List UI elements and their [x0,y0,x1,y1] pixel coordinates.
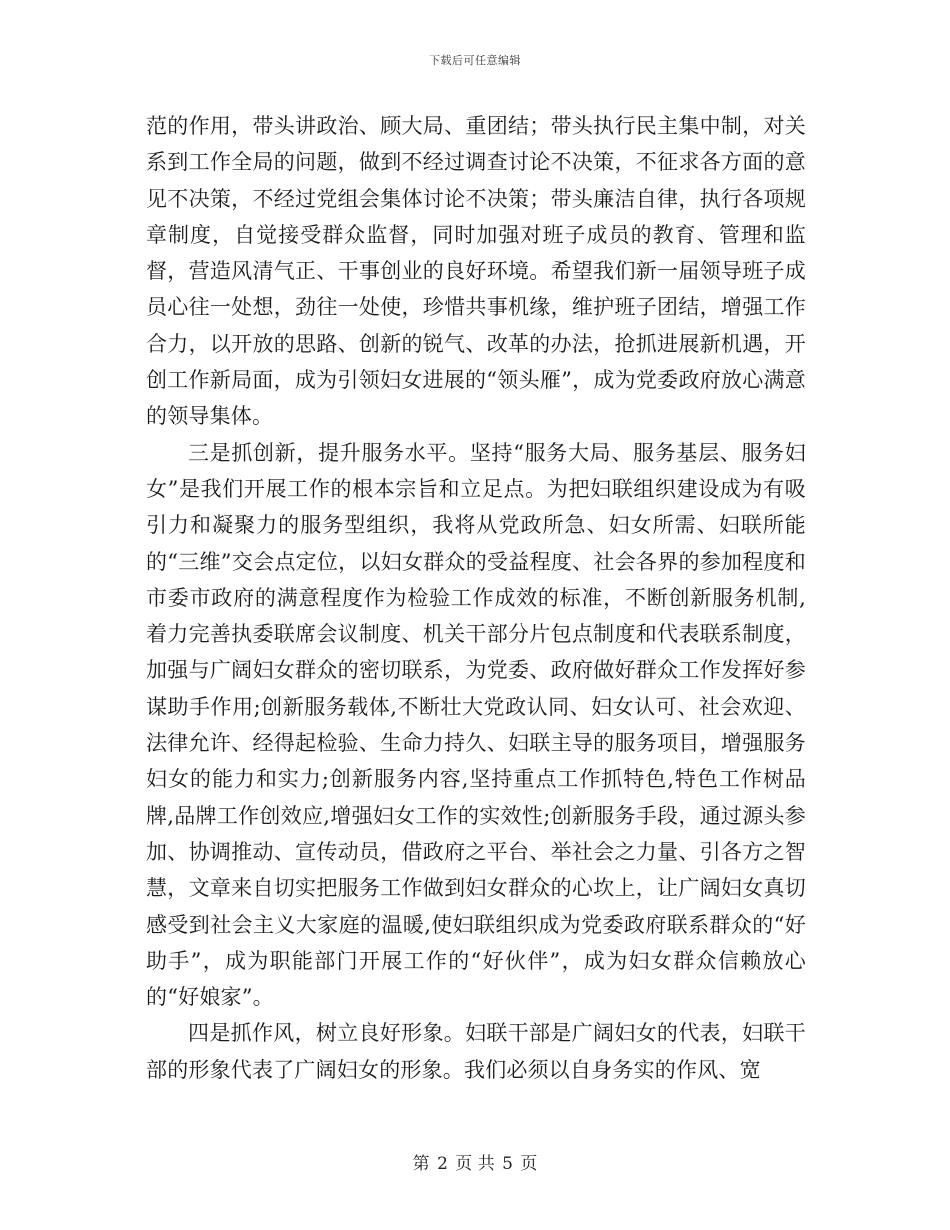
page-current: 2 [437,1154,448,1174]
paragraph-3: 四是抓作风，树立良好形象。妇联干部是广阔妇女的代表，妇联干部的形象代表了广阔妇女的形象。我们必须以自身务实的作风、宽 [146,1021,806,1082]
paragraph-1: 范的作用，带头讲政治、顾大局、重团结；带头执行民主集中制，对关系到工作全局的问题，做到不经过调查讨论不决策，不征求各方面的意见不决策，不经过党组会集体讨论不决策；带头廉洁自律，执行各项规章制度，自觉接受群众监督，同时加强对班子成员的教育、管理和监督，营造风清气正、干事创业的良好环境。希望我们新一届领导班子成员心往一处想，劲往一处使，珍惜共事机缘，维护班子团结，增强工作合力，以开放的思路、创新的锐气、改革的办法，抢抓进展新机遇，开创工作新局面，成为引领妇女进展的“领头雁”，成为党委政府放心满意的领导集体。 [146,114,806,429]
page-middle: 页 共 [455,1154,495,1174]
page-prefix: 第 [412,1154,430,1174]
document-body [146,108,806,1088]
paragraph-2: 三是抓创新，提升服务水平。坚持“服务大局、服务基层、服务妇女”是我们开展工作的根本宗旨和立足点。为把妇联组织建设成为有吸引力和凝聚力的服务型组织，我将从党政所急、妇女所需、妇联所能的“三维”交会点定位，以妇女群众的受益程度、社会各界的参加程度和市委市政府的满意程度作为检验工作成效的标准，不断创新服务机制,着力完善执委联席会议制度、机关干部分片包点制度和代表联系制度，加强与广阔妇女群众的密切联系，为党委、政府做好群众工作发挥好参谋助手作用;创新服务载体,不断壮大党政认同、妇女认可、社会欢迎、法律允许、经得起检验、生命力持久、妇联主导的服务项目，增强服务妇女的能力和实力;创新服务内容,坚持重点工作抓特色,特色工作树品牌,品牌工作创效应,增强妇女工作的实效性;创新服务手段，通过源头参加、协调推动、宣传动员，借政府之平台、举社会之力量、引各方之智慧，文章来自切实把服务工作做到妇女群众的心坎上，让广阔妇女真切感受到社会主义大家庭的温暖,使妇联组织成为党委政府联系群众的“好助手”，成为职能部门开展工作的“好伙伴”，成为妇女群众信赖放心的“好娘家”。 [146,440,806,1010]
page-total: 5 [502,1154,513,1174]
header-note: 下载后可任意编辑 [429,54,521,67]
page-footer [0,1149,950,1174]
page-suffix: 页 [520,1154,538,1174]
